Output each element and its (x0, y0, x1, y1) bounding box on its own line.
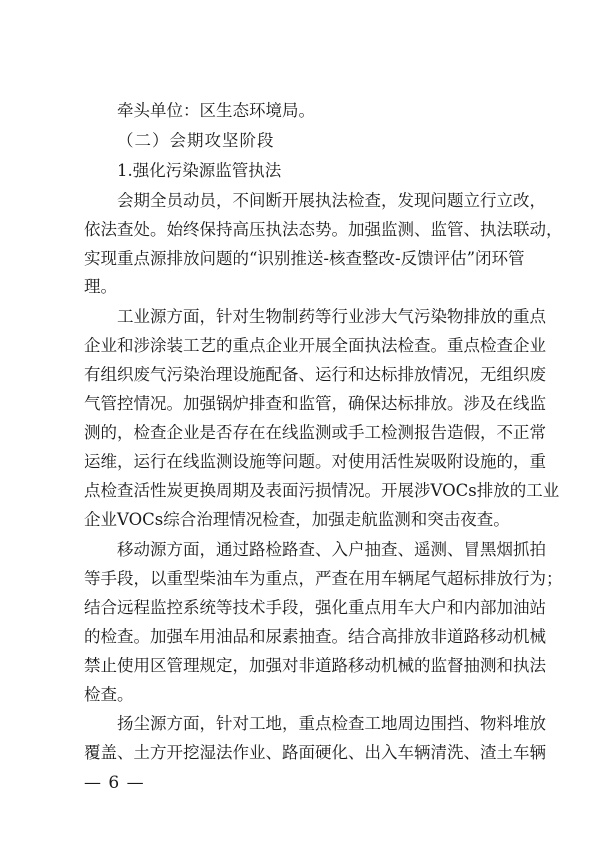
paragraph-line: 结合远程监控系统等技术手段，强化重点用车大户和内部加油站 (84, 598, 546, 617)
paragraph-line: 工业源方面，针对生物制药等行业涉大气污染物排放的重点 (117, 307, 546, 326)
section-heading: （二）会期攻坚阶段 (117, 131, 275, 150)
lead-unit-line: 牵头单位：区生态环境局。 (117, 101, 315, 120)
paragraph-line: 的检查。加强车用油品和尿素抽查。结合高排放非道路移动机械 (84, 627, 546, 646)
paragraph-line: 移动源方面，通过路检路查、入户抽查、遥测、冒黑烟抓拍 (117, 540, 546, 559)
paragraph-line: 检查。 (84, 685, 134, 704)
paragraph-line: 点检查活性炭更换周期及表面污损情况。开展涉VOCs排放的工业 (84, 481, 560, 500)
paragraph-line: 覆盖、土方开挖湿法作业、路面硬化、出入车辆清洗、渣土车辆 (84, 743, 546, 762)
paragraph-line: 企业和涉涂装工艺的重点企业开展全面执法检查。重点检查企业 (84, 336, 546, 355)
paragraph-line: 禁止使用区管理规定，加强对非道路移动机械的监督抽测和执法 (84, 656, 546, 675)
paragraph-line: 企业VOCs综合治理情况检查，加强走航监测和突击夜查。 (84, 510, 510, 529)
paragraph-line: 会期全员动员，不间断开展执法检查，发现问题立行立改， (117, 191, 546, 210)
paragraph-line: 有组织废气污染治理设施配备、运行和达标排放情况，无组织废 (84, 365, 546, 384)
paragraph-line: 测的，检查企业是否存在在线监测或手工检测报告造假，不正常 (84, 423, 546, 442)
paragraph-line: 依法查处。始终保持高压执法态势。加强监测、监管、执法联动， (84, 220, 563, 239)
paragraph-line: 扬尘源方面，针对工地，重点检查工地周边围挡、物料堆放 (117, 714, 546, 733)
paragraph-line: 等手段，以重型柴油车为重点，严查在用车辆尾气超标排放行为； (84, 569, 563, 588)
paragraph-line: 实现重点源排放问题的“识别推送-核查整改-反馈评估”闭环管 (84, 249, 525, 268)
page-number: — 6 — (84, 773, 145, 793)
paragraph-line: 运维，运行在线监测设施等问题。对使用活性炭吸附设施的，重 (84, 452, 546, 471)
subsection-heading: 1.强化污染源监管执法 (117, 161, 282, 180)
paragraph-line: 理。 (84, 277, 117, 296)
paragraph-line: 气管控情况。加强锅炉排查和监管，确保达标排放。涉及在线监 (84, 394, 546, 413)
